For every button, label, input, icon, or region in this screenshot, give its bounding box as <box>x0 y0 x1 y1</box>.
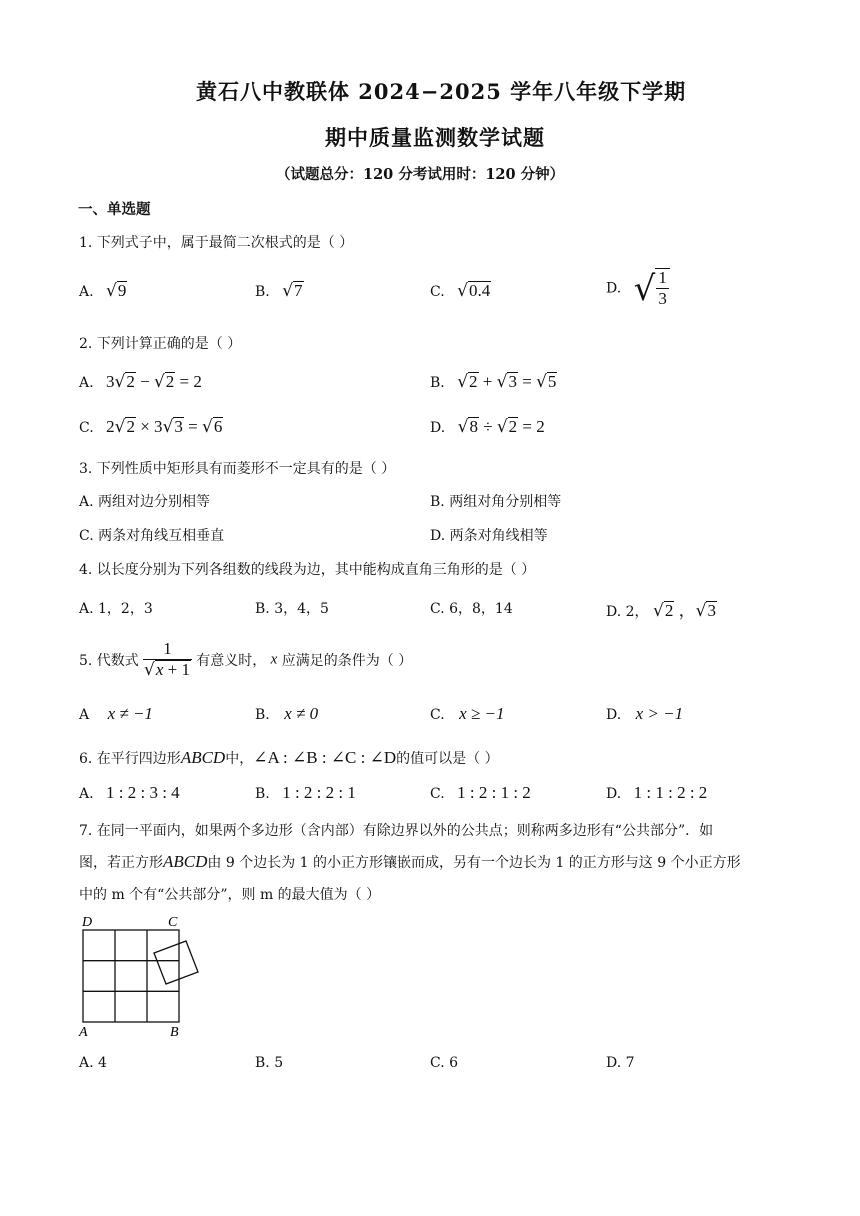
q7-abcd: ABCD <box>163 852 208 871</box>
q6-prefix: 6. 在平行四边形 <box>79 751 181 767</box>
section-heading: 一、单选题 <box>78 201 151 218</box>
q3-option-d[interactable]: D. 两条对角线相等 <box>430 528 548 544</box>
q6-middle: 中， <box>225 751 254 767</box>
q2-c-label: C. <box>79 420 94 436</box>
question-5-stem <box>79 640 412 680</box>
label-c: C <box>168 915 178 930</box>
q3-option-b[interactable]: B. 两组对角分别相等 <box>430 494 562 510</box>
q5-c-label: C. <box>430 707 445 723</box>
q2-b-label: B. <box>430 375 445 391</box>
q6-option-a[interactable] <box>79 783 180 803</box>
q7-option-c[interactable]: C. 6 <box>430 1055 459 1071</box>
q7-figure <box>76 912 206 1042</box>
q5-a-label: A <box>79 707 90 723</box>
q6-ratio: ∠A : ∠B : ∠C : ∠D <box>253 748 397 767</box>
q6-suffix: 的值可以是（ ） <box>396 751 499 767</box>
q6-c-value: 1 : 2 : 1 : 2 <box>457 783 531 802</box>
q5-variable: x <box>270 651 278 668</box>
grid-3x3 <box>83 930 179 1022</box>
q1-c-value: 0.4 <box>468 281 491 300</box>
q2-option-a[interactable]: A. 3√2 − √2 = 2 <box>79 372 202 392</box>
q1-option-d[interactable]: D. √ $\frac{1}{3}$ <box>606 268 670 309</box>
q1-a-value: 9 <box>117 281 127 300</box>
q4-option-d[interactable]: D. 2， √2 ，√3 <box>606 601 716 621</box>
q5-suffix: 有意义时， <box>196 653 267 670</box>
question-1-stem: 1. 下列式子中，属于最简二次根式的是（ ） <box>79 235 354 251</box>
q5-d-value: x > −1 <box>635 704 684 723</box>
q6-a-label: A. <box>79 786 94 802</box>
q1-d-numerator: 1 <box>658 268 667 287</box>
q4-d-label: D. 2， <box>606 604 649 620</box>
q5-option-b[interactable] <box>255 704 318 724</box>
question-7-line3: 中的 m 个有“公共部分”，则 m 的最大值为（ ） <box>79 887 381 903</box>
q7-line2-b: 由 9 个边长为 1 的小正方形镶嵌而成，另有一个边长为 1 的正方形与这 9 个小正方形 <box>207 855 741 871</box>
q5-b-label: B. <box>255 707 270 723</box>
q7-line2-a: 图，若正方形 <box>79 855 163 871</box>
question-4-stem: 4. 以长度分别为下列各组数的线段为边，其中能构成直角三角形的是（ ） <box>79 562 536 578</box>
q2-d-label: D. <box>430 420 446 436</box>
q1-d-denominator: 3 <box>658 288 667 308</box>
q5-option-a[interactable] <box>79 704 153 724</box>
label-a: A <box>79 1025 88 1040</box>
q1-d-label: D. <box>606 280 622 297</box>
q1-option-c[interactable]: C. √0.4 <box>430 281 491 301</box>
question-6-stem <box>79 748 499 768</box>
q5-prefix: 5. 代数式 <box>79 653 139 670</box>
question-7-line1: 7. 在同一平面内，如果两个多边形（含内部）有除边界以外的公共点；则称两多边形有“公共部分”．如 <box>79 823 714 839</box>
exam-subtitle: 期中质量监测数学试题 <box>325 125 545 150</box>
q3-option-a[interactable]: A. 两组对边分别相等 <box>79 494 211 510</box>
q7-option-b[interactable]: B. 5 <box>255 1055 284 1071</box>
q1-a-label: A. <box>79 284 94 300</box>
q5-option-d[interactable] <box>606 704 683 724</box>
q4-option-a[interactable]: A. 1，2，3 <box>79 601 153 617</box>
q5-d-label: D. <box>606 707 622 723</box>
q5-suffix2: 应满足的条件为（ ） <box>281 653 413 670</box>
label-d: D <box>82 915 93 930</box>
q2-option-d[interactable]: D. √8 ÷ √2 = 2 <box>430 417 545 437</box>
q1-option-b[interactable]: B. √7 <box>255 281 303 301</box>
q7-option-d[interactable]: D. 7 <box>606 1055 635 1071</box>
q6-b-value: 1 : 2 : 2 : 1 <box>282 783 356 802</box>
q7-option-a[interactable]: A. 4 <box>79 1055 107 1071</box>
exam-info: （试题总分：120 分考试用时：120 分钟） <box>276 166 565 183</box>
q2-option-c[interactable]: C. 2√2 × 3√3 = √6 <box>79 417 223 437</box>
q6-option-d[interactable] <box>606 783 707 803</box>
q2-a-label: A. <box>79 375 94 391</box>
q5-a-value: x ≠ −1 <box>107 704 153 723</box>
question-3-stem: 3. 下列性质中矩形具有而菱形不一定具有的是（ ） <box>79 461 396 477</box>
q5-c-value: x ≥ −1 <box>459 704 505 723</box>
q1-b-label: B. <box>255 284 270 300</box>
q6-b-label: B. <box>255 786 270 802</box>
q6-option-c[interactable] <box>430 783 531 803</box>
q1-c-label: C. <box>430 284 445 300</box>
label-b: B <box>170 1025 179 1040</box>
rotated-square <box>154 941 198 984</box>
q1-b-value: 7 <box>294 281 303 300</box>
q5-fraction: $\frac{1}{√x + 1}$ <box>144 639 190 680</box>
exam-title: 黄石八中教联体 2024−2025 学年八年级下学期 <box>196 79 687 104</box>
question-7-line2 <box>79 852 741 872</box>
q6-c-label: C. <box>430 786 445 802</box>
q3-option-c[interactable]: C. 两条对角线互相垂直 <box>79 528 225 544</box>
q4-option-b[interactable]: B. 3，4，5 <box>255 601 329 617</box>
q4-option-c[interactable]: C. 6，8，14 <box>430 601 513 617</box>
question-2-stem: 2. 下列计算正确的是（ ） <box>79 336 242 352</box>
q2-option-b[interactable]: B. √2 + √3 = √5 <box>430 372 557 392</box>
q5-option-c[interactable] <box>430 704 504 724</box>
q6-d-value: 1 : 1 : 2 : 2 <box>633 783 708 802</box>
q1-option-a[interactable]: A. √9 <box>79 281 127 301</box>
q6-abcd: ABCD <box>180 748 226 767</box>
q6-d-label: D. <box>606 786 622 802</box>
q6-option-b[interactable] <box>255 783 356 803</box>
q6-a-value: 1 : 2 : 3 : 4 <box>106 783 180 802</box>
q5-b-value: x ≠ 0 <box>284 704 319 723</box>
